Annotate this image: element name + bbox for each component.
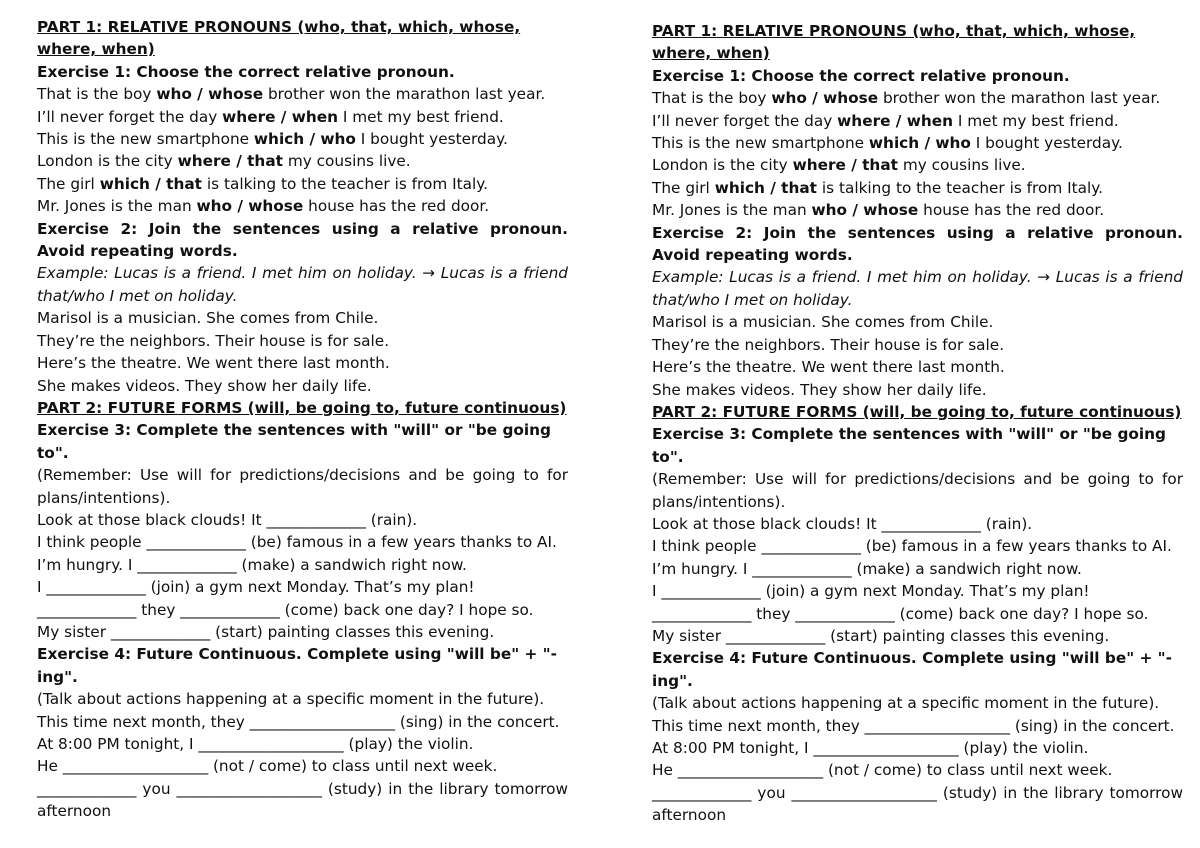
exercise3-item: I _____________ (join) a gym next Monday. That’s my plan! (37, 578, 475, 597)
exercise3-item: Look at those black clouds! It _____________ (rain). (37, 510, 418, 529)
exercise2-item: They’re the neighbors. Their house is for sale. (652, 335, 1005, 354)
exercise1-item: That is the boy who / whose brother won the marathon last year. (37, 85, 546, 104)
exercise1-item: Mr. Jones is the man who / whose house has the red door. (37, 197, 490, 216)
exercise2-title: Exercise 2: Join the sentences using a relative pronoun. Avoid repeating words. (37, 219, 568, 261)
exercise3-item: I’m hungry. I _____________ (make) a sandwich right now. (37, 555, 467, 574)
part1-heading: PART 1: RELATIVE PRONOUNS (who, that, which, whose, where, when) (37, 18, 521, 59)
exercise2-item: Here’s the theatre. We went there last month. (37, 354, 390, 373)
exercise2-item: Marisol is a musician. She comes from Chile. (37, 309, 379, 328)
exercise2-item: She makes videos. They show her daily life. (652, 380, 987, 399)
exercise3-title: Exercise 3: Complete the sentences with "will" or "be going to". (652, 425, 1166, 466)
exercise1-item: The girl which / that is talking to the teacher is from Italy. (652, 178, 1103, 197)
worksheet-copy-right (652, 20, 1183, 827)
exercise1-item: The girl which / that is talking to the teacher is from Italy. (37, 174, 488, 193)
exercise3-item: I’m hungry. I _____________ (make) a sandwich right now. (652, 559, 1082, 578)
exercise3-item: I _____________ (join) a gym next Monday. That’s my plan! (652, 582, 1090, 601)
exercise3-note: (Remember: Use will for predictions/decisions and be going to for plans/intentions). (652, 470, 1183, 511)
exercise3-item: _____________ they _____________ (come) back one day? I hope so. (37, 600, 534, 619)
part2-heading: PART 2: FUTURE FORMS (will, be going to, future continuous) (652, 402, 1182, 421)
exercise2-example: Example: Lucas is a friend. I met him on holiday. → Lucas is a friend that/who I met on holiday. (652, 268, 1183, 309)
exercise2-title: Exercise 2: Join the sentences using a relative pronoun. Avoid repeating words. (652, 223, 1183, 265)
exercise2-item: They’re the neighbors. Their house is for sale. (37, 331, 390, 350)
exercise3-item: I think people _____________ (be) famous in a few years thanks to AI. (37, 533, 557, 552)
exercise4-note: (Talk about actions happening at a specific moment in the future). (37, 690, 545, 709)
exercise4-item: This time next month, they ___________________ (sing) in the concert. (37, 712, 560, 731)
exercise1-item: I’ll never forget the day where / when I met my best friend. (652, 111, 1119, 130)
exercise3-item: I think people _____________ (be) famous in a few years thanks to AI. (652, 537, 1172, 556)
exercise3-item: _____________ they _____________ (come) back one day? I hope so. (652, 604, 1149, 623)
exercise1-title: Exercise 1: Choose the correct relative pronoun. (652, 66, 1070, 85)
part2-heading: PART 2: FUTURE FORMS (will, be going to, future continuous) (37, 398, 567, 417)
exercise3-title: Exercise 3: Complete the sentences with "will" or "be going to". (37, 421, 551, 462)
part1-heading: PART 1: RELATIVE PRONOUNS (who, that, which, whose, where, when) (652, 22, 1136, 63)
exercise4-item: At 8:00 PM tonight, I ___________________ (play) the violin. (652, 739, 1089, 757)
exercise4-item: _____________ you ___________________ (study) in the library tomorrow afternoon (652, 783, 1183, 825)
exercise1-title: Exercise 1: Choose the correct relative pronoun. (37, 62, 455, 81)
exercise3-item: My sister _____________ (start) painting classes this evening. (652, 626, 1110, 645)
exercise1-item: London is the city where / that my cousins live. (37, 152, 411, 171)
exercise2-item: She makes videos. They show her daily life. (37, 376, 372, 395)
exercise3-item: My sister _____________ (start) painting classes this evening. (37, 622, 495, 641)
exercise4-item: _____________ you ___________________ (study) in the library tomorrow afternoon (37, 779, 568, 821)
exercise1-item: This is the new smartphone which / who I bought yesterday. (37, 130, 508, 149)
exercise4-note: (Talk about actions happening at a specific moment in the future). (652, 694, 1160, 713)
exercise4-title: Exercise 4: Future Continuous. Complete using "will be" + "-ing". (652, 649, 1172, 690)
exercise3-item: Look at those black clouds! It _____________ (rain). (652, 514, 1033, 533)
exercise4-item: He ___________________ (not / come) to class until next week. (37, 757, 498, 776)
exercise1-item: That is the boy who / whose brother won the marathon last year. (652, 89, 1161, 108)
exercise4-item: He ___________________ (not / come) to class until next week. (652, 761, 1113, 780)
exercise2-item: Here’s the theatre. We went there last month. (652, 358, 1005, 377)
exercise1-item: Mr. Jones is the man who / whose house has the red door. (652, 201, 1105, 220)
exercise4-title: Exercise 4: Future Continuous. Complete using "will be" + "-ing". (37, 645, 557, 686)
exercise4-item: At 8:00 PM tonight, I ___________________ (play) the violin. (37, 735, 474, 753)
worksheet-copy-left (37, 16, 568, 823)
exercise1-item: I’ll never forget the day where / when I met my best friend. (37, 107, 504, 126)
exercise2-example: Example: Lucas is a friend. I met him on holiday. → Lucas is a friend that/who I met on holiday. (37, 264, 568, 305)
exercise4-item: This time next month, they ___________________ (sing) in the concert. (652, 716, 1175, 735)
exercise1-item: London is the city where / that my cousins live. (652, 156, 1026, 175)
exercise2-item: Marisol is a musician. She comes from Chile. (652, 313, 994, 332)
exercise1-item: This is the new smartphone which / who I bought yesterday. (652, 134, 1123, 153)
exercise3-note: (Remember: Use will for predictions/decisions and be going to for plans/intentions). (37, 466, 568, 507)
